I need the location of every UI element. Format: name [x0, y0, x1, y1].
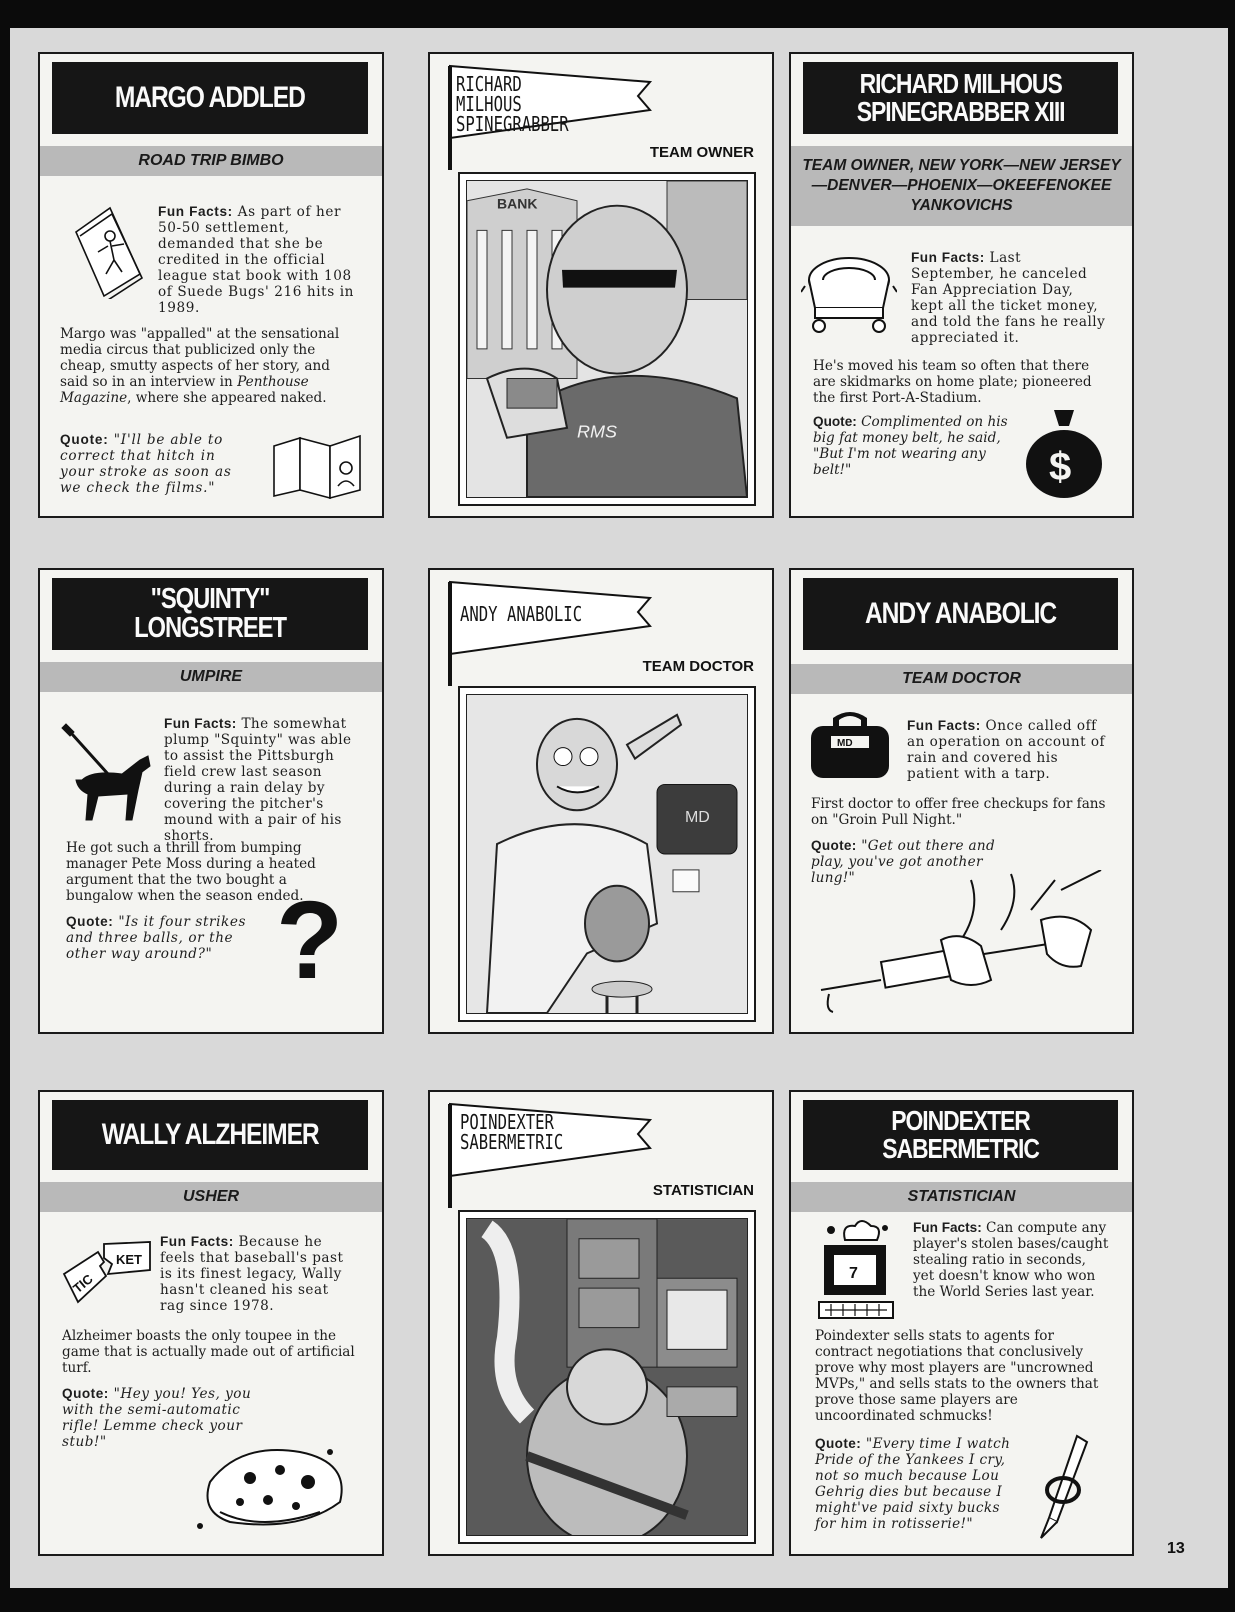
knotted-pencil-icon: [1027, 1432, 1097, 1542]
card-body: Margo was "appalled" at the sensational media circus that publicized only the cheap, smutty aspects of her story, and said so in an interview in Penthouse Magazine, where she appeared naked.: [60, 326, 340, 407]
portrait-illustration: [466, 180, 748, 498]
svg-text:KET: KET: [116, 1252, 142, 1267]
card-andy-portrait: [428, 568, 774, 1034]
card-title: WALLY ALZHEIMER: [52, 1100, 368, 1170]
card-body: He got such a thrill from bumping manager Pete Moss during a heated argument that the two bought a bungalow when the season ended.: [66, 840, 316, 905]
card-title: POINDEXTER SABERMETRIC: [803, 1100, 1118, 1170]
card-squinty-longstreet: [38, 568, 384, 1034]
position-label: TEAM OWNER: [649, 144, 754, 161]
quote: Quote: "Every time I watch Pride of the Yankees I cry, not so much because Lou Gehrig dies but because I might've paid sixty bucks for him in rotisserie!": [815, 1436, 1011, 1533]
exploding-computer-icon: [811, 1216, 901, 1326]
quote: Quote: "Is it four strikes and three balls, or the other way around?": [66, 914, 247, 963]
pennant-name: RICHARD MILHOUS SPINEGRABBER: [456, 72, 569, 136]
svg-text:MD: MD: [837, 738, 853, 749]
svg-text:TIC: TIC: [70, 1271, 96, 1297]
torn-ticket-icon: [58, 1230, 158, 1310]
position-label: STATISTICIAN: [652, 1182, 754, 1199]
card-role: UMPIRE: [40, 662, 382, 692]
dirty-rag-icon: [180, 1422, 360, 1542]
pennant-name: ANDY ANABOLIC: [460, 602, 583, 626]
card-rms: [789, 52, 1134, 518]
fun-facts: Fun Facts: As part of her 50-50 settlement, demanded that she be credited in the official league stat book with 108 of Suede Bugs' 216 hits in 1989.: [158, 204, 355, 317]
seeing-eye-dog-icon: [52, 720, 162, 830]
md-bag: MD: [685, 809, 710, 827]
portrait-illustration: [466, 1218, 748, 1536]
fun-facts: Fun Facts: The somewhat plump "Squinty" was able to assist the Pittsburgh field crew last season during a rain delay by covering the pitcher's mound with a pair of his shorts.: [164, 716, 352, 845]
pennant-flag: [444, 578, 664, 688]
card-role: TEAM DOCTOR: [791, 664, 1132, 694]
card-andy-anabolic: [789, 568, 1134, 1034]
quote: Quote: "I'll be able to correct that hitch in your stroke as soon as we check the films.": [60, 432, 232, 497]
doctor-bag-icon: [807, 708, 893, 788]
question-mark-icon: ?: [276, 879, 344, 1002]
card-body: He's moved his team so often that there are skidmarks on home plate; pioneered the first Port-A-Stadium.: [813, 358, 1092, 407]
rms-initials: RMS: [577, 421, 617, 442]
card-role: ROAD TRIP BIMBO: [40, 146, 382, 176]
bank-sign: BANK: [497, 195, 538, 212]
open-book-icon: [270, 432, 365, 502]
position-label: TEAM DOCTOR: [642, 658, 754, 675]
quote: Quote: "Hey you! Yes, you with the semi-automatic rifle! Lemme check your stub!": [62, 1386, 252, 1451]
card-role: USHER: [40, 1182, 382, 1212]
quote: Quote: "Get out there and play, you've got another lung!": [811, 838, 995, 887]
card-role: STATISTICIAN: [791, 1182, 1132, 1212]
card-title: RICHARD MILHOUS SPINEGRABBER XIII: [803, 62, 1118, 134]
portrait-frame: [458, 172, 756, 506]
fun-facts: Fun Facts: Because he feels that baseball's past is its finest legacy, Wally hasn't cleaned his seat rag since 1978.: [160, 1234, 344, 1315]
card-poindexter-portrait: [428, 1090, 774, 1556]
card-title: MARGO ADDLED: [52, 62, 368, 134]
quote: Quote: Complimented on his big fat money belt, he said, "But I'm not wearing any belt!": [813, 414, 1008, 479]
card-margo-addled: [38, 52, 384, 518]
card-title: "SQUINTY" LONGSTREET: [52, 578, 368, 650]
magazine-icon: [70, 204, 150, 299]
card-wally-alzheimer: [38, 1090, 384, 1556]
portrait-frame: [458, 686, 756, 1022]
syringe-icon: [811, 870, 1111, 1020]
portrait-illustration: [466, 694, 748, 1014]
svg-text:$: $: [1049, 445, 1072, 489]
portrait-frame: [458, 1210, 756, 1544]
money-bag-icon: [1019, 400, 1109, 500]
card-rms-portrait: [428, 52, 774, 518]
card-body: Alzheimer boasts the only toupee in the game that is actually made out of artificial turf.: [62, 1328, 355, 1377]
card-body: Poindexter sells stats to agents for contract negotiations that conclusively prove why most players are "uncrowned MVPs," and sells stats to the owners that prove those same players are uncoordinated schmucks!: [815, 1328, 1099, 1425]
card-poindexter-sabermetric: [789, 1090, 1134, 1556]
card-title: ANDY ANABOLIC: [803, 578, 1118, 650]
card-body: First doctor to offer free checkups for fans on "Groin Pull Night.": [811, 796, 1106, 829]
svg-text:7: 7: [849, 1265, 858, 1282]
magazine-page: [10, 28, 1228, 1588]
fun-facts: Fun Facts: Once called off an operation on account of rain and covered his patient with a tarp.: [907, 718, 1106, 783]
pennant-name: POINDEXTER SABERMETRIC: [460, 1110, 564, 1154]
fun-facts: Fun Facts: Can compute any player's stolen bases/caught stealing ratio in seconds, yet doesn't know who won the World Series last year.: [913, 1220, 1109, 1301]
page-number: 13: [1167, 1540, 1185, 1557]
card-role: TEAM OWNER, NEW YORK—NEW JERSEY—DENVER—PHOENIX—OKEEFENOKEE YANKOVICHS: [791, 146, 1132, 226]
fun-facts: Fun Facts: Last September, he canceled Fan Appreciation Day, kept all the ticket money, and told the fans he really appreciated it.: [911, 250, 1106, 347]
stadium-on-wheels-icon: [801, 246, 897, 341]
